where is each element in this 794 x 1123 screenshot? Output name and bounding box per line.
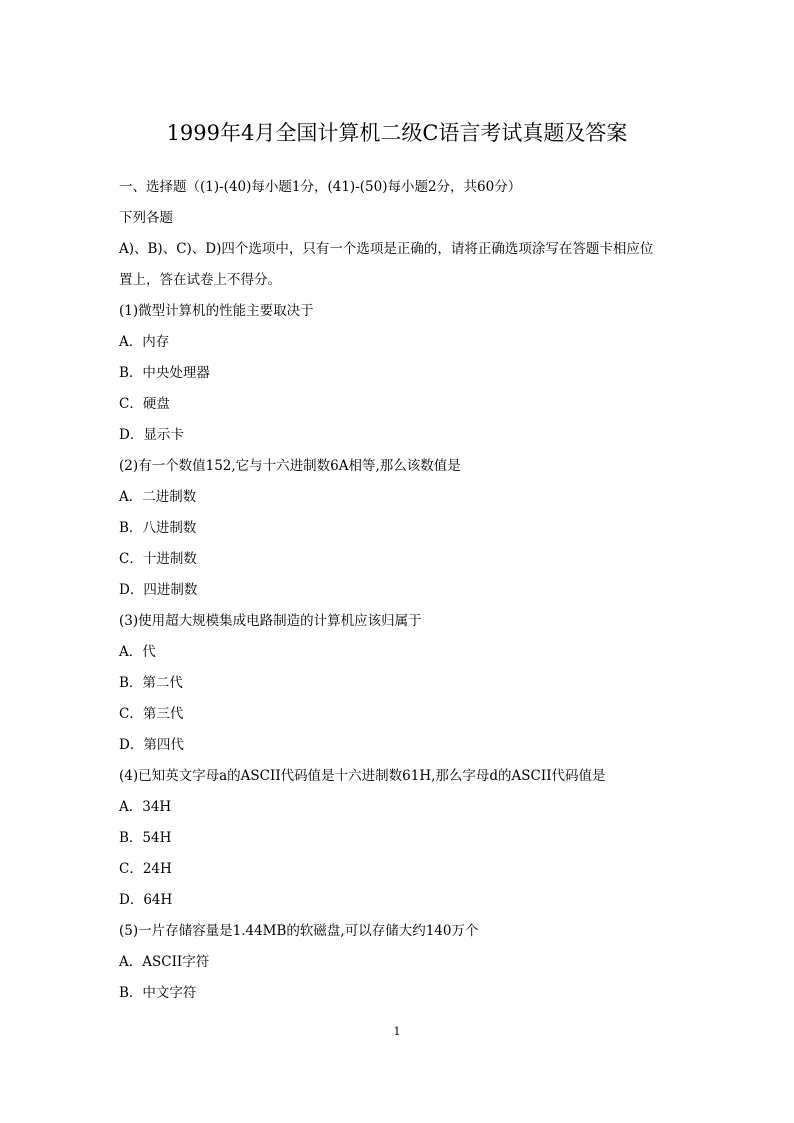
text-line: (5)一片存储容量是1.44MB的软磁盘,可以存储大约140万个: [119, 923, 479, 939]
text-line: D．四进制数: [119, 582, 198, 598]
text-line: B．八进制数: [119, 520, 197, 536]
text-line: B．中央处理器: [119, 365, 210, 381]
text-line: B．中文字符: [119, 985, 197, 1001]
text-line: 下列各题: [119, 210, 173, 226]
text-line: D．显示卡: [119, 427, 184, 443]
text-line: A．二进制数: [119, 489, 197, 505]
text-line: 一、选择题（(1)-(40)每小题1分，(41)-(50)每小题2分，共60分）: [119, 179, 522, 195]
text-line: B．第二代: [119, 675, 183, 691]
text-line: D．64H: [119, 892, 173, 908]
text-line: A．34H: [119, 799, 172, 815]
text-line: A．内存: [119, 334, 170, 350]
page-number: 1: [393, 1025, 401, 1038]
text-line: (4)已知英文字母a的ASCII代码值是十六进制数61H,那么字母d的ASCII代码值是: [119, 768, 606, 784]
text-line: C．第三代: [119, 706, 184, 722]
text-line: C．24H: [119, 861, 172, 877]
text-line: D．第四代: [119, 737, 184, 753]
text-line: (2)有一个数值152,它与十六进制数6A相等,那么该数值是: [119, 458, 461, 474]
document-body: [119, 172, 679, 1009]
text-line: A)、B)、C)、D)四个选项中，只有一个选项是正确的，请将正确选项涂写在答题卡相应位: [119, 241, 654, 257]
text-line: A．ASCII字符: [119, 954, 210, 970]
text-line: 置上，答在试卷上不得分。: [119, 272, 281, 288]
text-line: (3)使用超大规模集成电路制造的计算机应该归属于: [119, 613, 422, 629]
text-line: A．代: [119, 644, 156, 660]
text-line: (1)微型计算机的性能主要取决于: [119, 303, 314, 319]
text-line: C．硬盘: [119, 396, 170, 412]
text-line: B．54H: [119, 830, 172, 846]
text-line: C．十进制数: [119, 551, 197, 567]
page-title: 1999年4月全国计算机二级C语言考试真题及答案: [166, 121, 628, 145]
